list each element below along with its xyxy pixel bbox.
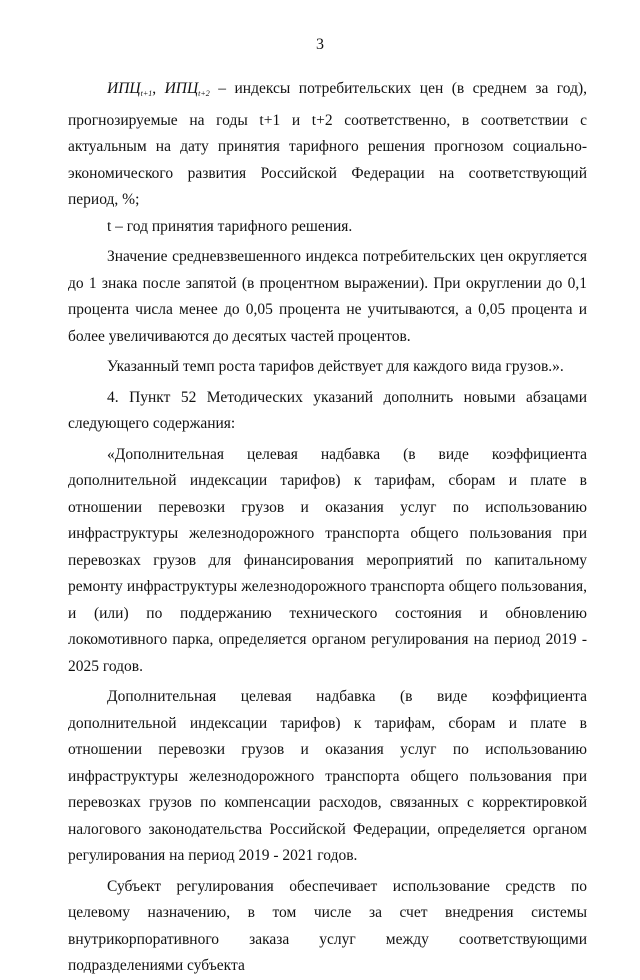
document-body [68,76,587,980]
paragraph-item-4: 4. Пункт 52 Методических указаний дополнить новыми абзацами следующего содержания: [68,388,587,432]
formula-paragraph [68,76,587,214]
paragraph-capital-repair-surcharge: «Дополнительная целевая надбавка (в виде коэффициента дополнительной индексации тарифов) к тарифам, сборам и плате в отношении перевозки грузов и оказания услуг по использованию инфраструктуры железнодорожного транспорта общего пользования при перевозках грузов для финансирования мероприятий по капитальному ремонту инфраструктуры железнодорожного транспорта общего пользования, и (или) по поддержанию технического состояния и обновлению локомотивного парка, определяется органом регулирования на период 2019 - 2025 годов. [68,445,587,675]
formula-var-cpi-1: ИПЦ [107,80,141,97]
paragraph-regulated-entity: Субъект регулирования обеспечивает использование средств по целевому назначению, в том числе за счет внедрения системы внутрикорпоративного заказа услуг между соответствующими подразделениями субъекта [68,877,587,974]
formula-subscript-1: t+1 [140,89,153,98]
paragraph-rounding-rule: Значение средневзвешенного индекса потребительских цен округляется до 1 знака после запятой (в процентном выражении). При округлении до 0,1 процента числа менее до 0,05 процента не учитываются, а 0,05 процента и более увеличиваются до десятых частей процентов. [68,248,587,345]
formula-subscript-2: t+2 [198,89,210,98]
page-number: 3 [316,36,324,53]
paragraph-tariff-growth: Указанный темп роста тарифов действует для каждого вида грузов.». [107,358,564,375]
paragraph-year-definition: t – год принятия тарифного решения. [107,217,353,235]
formula-definition-text: – индексы потребительских цен (в среднем за год), прогнозируемые на годы t+1 и t+2 соответственно, в соответствии с актуальным на дату принятия тарифного решения прогнозом социально-экономического развития Российской Федерации на соответствующий период, %; [68,80,587,208]
formula-separator: , [152,80,165,97]
paragraph-tax-compensation-surcharge: Дополнительная целевая надбавка (в виде коэффициента дополнительной индексации тарифов) к тарифам, сборам и плате в отношении перевозки грузов и оказания услуг по использованию инфраструктуры железнодорожного транспорта общего пользования при перевозках грузов по компенсации расходов, связанных с корректировкой налогового законодательства Российской Федерации, определяется органом регулирования на период 2019 - 2021 годов. [68,688,587,864]
formula-var-cpi-2: ИПЦ [164,80,199,97]
